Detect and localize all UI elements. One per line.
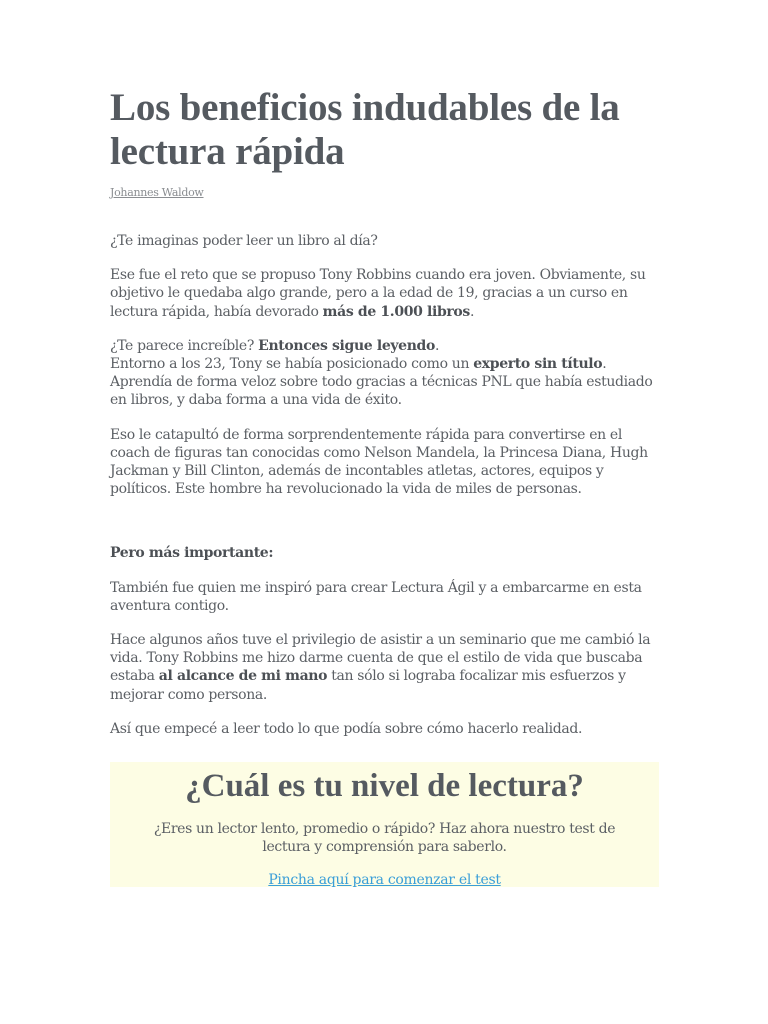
paragraph-text: Entorno a los 23, Tony se había posicionado como un	[110, 356, 474, 373]
paragraph-intro: ¿Te imaginas poder leer un libro al día?	[110, 233, 378, 249]
bold-text: experto sin título	[473, 356, 603, 373]
paragraph-important	[110, 544, 660, 562]
bold-text: al alcance de mi mano	[158, 668, 328, 685]
author-link[interactable]: Johannes Waldow	[110, 186, 204, 199]
paragraph-text: .	[469, 303, 475, 320]
paragraph-inspired: También fue quien me inspiró para crear Lectura Ágil y a embarcarme en esta aventura contigo.	[110, 579, 642, 614]
article-title: Los beneficios indudables de la lectura rápida	[110, 86, 620, 173]
paragraph-text: Hace algunos años tuve el privilegio de asistir a un seminario que me cambió la vida. Tony Robbins me hizo darme cuenta de que el estilo de vida que buscaba estaba	[110, 632, 651, 685]
paragraph-text: tan sólo si lograba focalizar mis esfuerzos y mejorar como persona.	[110, 668, 626, 703]
paragraph-text: .	[434, 337, 440, 354]
paragraph-text: ¿Te parece increíble?	[110, 337, 259, 354]
reading-test-callout	[110, 762, 659, 887]
paragraph-incredible	[110, 337, 660, 410]
bold-text: Pero más importante:	[110, 545, 274, 562]
paragraph-text: . Aprendía de forma veloz sobre todo gracias a técnicas PNL que había estudiado en libros, y daba forma a una vida de éxito.	[110, 356, 653, 409]
paragraph-challenge	[110, 266, 660, 321]
spacer	[110, 514, 660, 544]
callout-heading: ¿Cuál es tu nivel de lectura?	[185, 768, 584, 804]
bold-text: más de 1.000 libros	[322, 303, 470, 320]
paragraph-conclusion: Así que empecé a leer todo lo que podía sobre cómo hacerlo realidad.	[110, 720, 583, 737]
start-test-link[interactable]: Pincha aquí para comenzar el test	[268, 872, 501, 889]
bold-text: Entonces sigue leyendo	[258, 337, 435, 354]
paragraph-text: Ese fue el reto que se propuso Tony Robbins cuando era joven. Obviamente, su objetivo le quedaba algo grande, pero a la edad de 19, gracias a un curso en lectura rápida, había devorado	[110, 267, 646, 320]
paragraph-seminar	[110, 631, 660, 704]
paragraph-coach: Eso le catapultó de forma sorprendentemente rápida para convertirse en el coach de figuras tan conocidas como Nelson Mandela, la Princesa Diana, Hugh Jackman y Bill Clinton, además de incontables atletas, actores, equipos y políticos. Este hombre ha revolucionado la vida de miles de personas.	[110, 426, 648, 498]
callout-text: ¿Eres un lector lento, promedio o rápido? Haz ahora nuestro test de lectura y comprensión para saberlo.	[153, 821, 616, 856]
article	[110, 86, 660, 754]
article-body	[110, 232, 660, 738]
